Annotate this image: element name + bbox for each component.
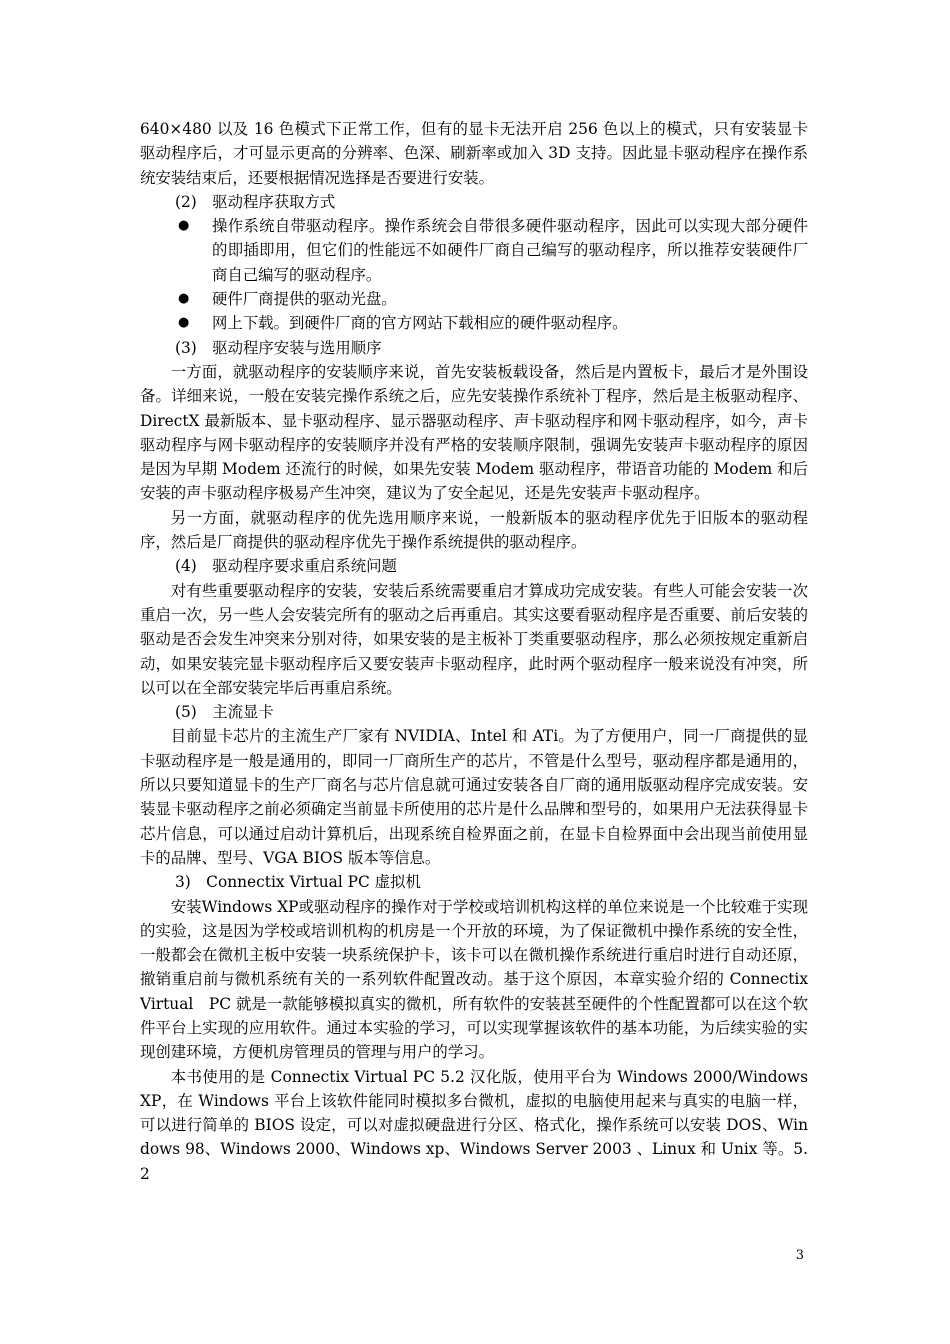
- paragraph-selection-order: 另一方面，就驱动程序的优先选用顺序来说，一般新版本的驱动程序优先于旧版本的驱动程序，然后是厂商提供的驱动程序优先于操作系统提供的驱动程序。: [140, 508, 808, 552]
- heading-mainstream-gpu: (5) 主流显卡: [175, 703, 274, 722]
- bullet-item: [140, 214, 808, 287]
- paragraph-display-driver-intro: 640×480 以及 16 色模式下正常工作，但有的显卡无法开启 256 色以上的模式，只有安装显卡驱动程序后，才可显示更高的分辨率、色深、刷新率或加入 3D 支持。因此显卡驱动程序在操作系统安装结束后，还要根据情况选择是否要进行安装。: [140, 120, 808, 187]
- page-body: [140, 117, 824, 1186]
- paragraph-virtual-pc-intro: 安装Windows XP或驱动程序的操作对于学校或培训机构这样的单位来说是一个比较难于实现的实验，这是因为学校或培训机构的机房是一个开放的环境，为了保证微机中操作系统的安全性，一般都会在微机主板中安装一块系统保护卡，该卡可以在微机操作系统进行重启时进行自动还原，撤销重启前与微机系统有关的一系列软件配置改动。基于这个原因，本章实验介绍的 Connectix Virtual PC 就是一款能够模拟真实的微机，所有软件的安装甚至硬件的个性配置都可以在这个软件平台上实现的应用软件。通过本实验的学习，可以实现掌握该软件的基本功能，为后续实验的实现创建环境，方便机房管理员的管理与用户的学习。: [140, 897, 824, 1062]
- bullet-dot-icon: ●: [178, 315, 190, 331]
- heading-install-order: (3) 驱动程序安装与选用顺序: [175, 338, 382, 357]
- bullet-text: 网上下载。到硬件厂商的官方网站下载相应的硬件驱动程序。: [212, 314, 628, 333]
- paragraph-install-order: 一方面，就驱动程序的安装顺序来说，首先安装板载设备，然后是内置板卡，最后才是外围设备。详细来说，一般在安装完操作系统之后，应先安装操作系统补丁程序，然后是主板驱动程序、DirectX 最新版本、显卡驱动程序、显示器驱动程序、声卡驱动程序和网卡驱动程序，如今，声卡驱动程序与网卡驱动程序的安装顺序并没有严格的安装顺序限制，强调先安装声卡驱动程序的原因是因为早期 Modem 还流行的时候，如果先安装 Modem 驱动程序，带语音功能的 Modem 和后安装的声卡驱动程序极易产生冲突，建议为了安全起见，还是先安装声卡驱动程序。: [140, 362, 808, 503]
- heading-driver-sources: (2) 驱动程序获取方式: [175, 192, 336, 211]
- paragraph-virtual-pc-version: 本书使用的是 Connectix Virtual PC 5.2 汉化版，使用平台为 Windows 2000/Windows XP，在 Windows 平台上该软件能同时模拟多台微机，虚拟的电脑使用起来与真实的电脑一样，可以进行简单的 BIOS 设定，可以对虚拟硬盘进行分区、格式化，操作系统可以安装 DOS、Windows 98、Windows 2000、Windows xp、Windows Server 2003 、Linux 和 Unix 等。5.2: [140, 1067, 808, 1183]
- bullet-dot-icon: ●: [178, 291, 190, 307]
- bullet-dot-icon: ●: [178, 218, 190, 234]
- paragraph-mainstream-gpu: 目前显卡芯片的主流生产厂家有 NVIDIA、Intel 和 ATi。为了方便用户，同一厂商提供的显卡驱动程序是一般是通用的，即同一厂商所生产的芯片，不管是什么型号，驱动程序都是通用的，所以只要知道显卡的生产厂商名与芯片信息就可通过安装各自厂商的通用版驱动程序完成安装。安装显卡驱动程序之前必须确定当前显卡所使用的芯片是什么品牌和型号的，如果用户无法获得显卡芯片信息，可以通过启动计算机后，出现系统自检界面之前，在显卡自检界面中会出现当前使用显卡的品牌、型号、VGA BIOS 版本等信息。: [140, 727, 808, 867]
- bullet-text: 硬件厂商提供的驱动光盘。: [212, 290, 397, 309]
- bullet-item: [140, 311, 808, 335]
- heading-virtual-pc: 3) Connectix Virtual PC 虚拟机: [175, 873, 421, 892]
- bullet-item: [140, 287, 808, 311]
- heading-restart-issue: (4) 驱动程序要求重启系统问题: [175, 557, 397, 576]
- bullet-text: 操作系统自带驱动程序。操作系统会自带很多硬件驱动程序，因此可以实现大部分硬件的即插即用，但它们的性能远不如硬件厂商自己编写的驱动程序，所以推荐安装硬件厂商自己编写的驱动程序。: [212, 217, 808, 284]
- paragraph-restart-issue: 对有些重要驱动程序的安装，安装后系统需要重启才算成功完成安装。有些人可能会安装一次重启一次，另一些人会安装完所有的驱动之后再重启。其实这要看驱动程序是否重要、前后安装的驱动是否会发生冲突来分别对待，如果安装的是主板补丁类重要驱动程序，那么必须按规定重新启动，如果安装完显卡驱动程序后又要安装声卡驱动程序，此时两个驱动程序一般来说没有冲突，所以可以在全部安装完毕后再重启系统。: [140, 581, 808, 697]
- page-number: 3: [795, 1248, 804, 1263]
